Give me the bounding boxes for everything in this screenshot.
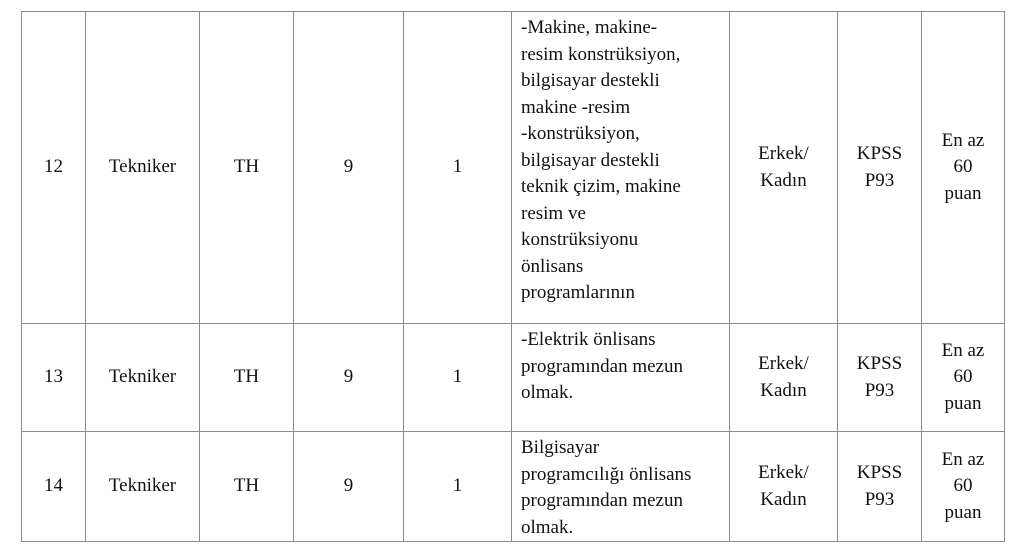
exam-line: KPSS xyxy=(856,353,903,374)
exam-type xyxy=(838,324,922,432)
requirements-line: programından mezun xyxy=(521,490,683,511)
row-number: 14 xyxy=(22,432,86,542)
requirements-line: -Makine, makine- xyxy=(521,17,658,38)
table-row xyxy=(22,432,1005,542)
requirements-line: -Elektrik önlisans xyxy=(521,329,656,350)
score-line: En az xyxy=(941,448,985,470)
exam-line: KPSS xyxy=(856,462,903,483)
table-row xyxy=(22,324,1005,432)
position-title: Tekniker xyxy=(86,432,200,542)
requirements-line: konstrüksiyonu xyxy=(521,229,639,250)
requirements-line: resim ve xyxy=(521,202,586,224)
score-line: 60 xyxy=(953,475,973,497)
requirements-line: -konstrüksiyon, xyxy=(521,123,640,144)
row-number: 12 xyxy=(22,12,86,324)
minimum-score xyxy=(922,324,1005,432)
score-line: En az xyxy=(941,129,985,151)
gender xyxy=(730,432,838,542)
position-count: 1 xyxy=(404,432,512,542)
requirements-line: olmak. xyxy=(521,382,574,403)
requirements-line: önlisans xyxy=(521,255,584,277)
exam-type xyxy=(838,12,922,324)
exam-line: KPSS xyxy=(856,143,903,164)
gender-line: Kadın xyxy=(760,169,807,191)
requirements-line: resim konstrüksiyon, xyxy=(521,43,681,65)
gender-line: Erkek/ xyxy=(758,462,809,483)
score-line: 60 xyxy=(953,156,973,178)
requirements-line: makine -resim xyxy=(521,96,631,118)
requirements-line: programından mezun xyxy=(521,355,683,377)
exam-type xyxy=(838,432,922,542)
requirements-line: programlarının xyxy=(521,282,635,303)
gender-line: Erkek/ xyxy=(758,353,809,374)
gender xyxy=(730,324,838,432)
requirements-line: bilgisayar destekli xyxy=(521,149,660,171)
requirements xyxy=(512,432,730,542)
position-code: TH xyxy=(200,324,294,432)
score-line: 60 xyxy=(953,366,973,388)
gender-line: Erkek/ xyxy=(758,143,809,164)
requirements xyxy=(512,324,730,432)
requirements-line: programcılığı önlisans xyxy=(521,463,692,485)
gender-line: Kadın xyxy=(760,379,807,401)
table-row xyxy=(22,12,1005,324)
score-line: puan xyxy=(944,501,982,523)
exam-line: P93 xyxy=(864,488,895,510)
position-count: 1 xyxy=(404,12,512,324)
position-title: Tekniker xyxy=(86,12,200,324)
position-title: Tekniker xyxy=(86,324,200,432)
grade: 9 xyxy=(294,432,404,542)
requirements xyxy=(512,12,730,324)
position-code: TH xyxy=(200,432,294,542)
minimum-score xyxy=(922,12,1005,324)
minimum-score xyxy=(922,432,1005,542)
requirements-line: bilgisayar destekli xyxy=(521,70,660,91)
score-line: En az xyxy=(941,339,985,361)
gender xyxy=(730,12,838,324)
position-table xyxy=(21,11,1005,542)
score-line: puan xyxy=(944,182,982,204)
grade: 9 xyxy=(294,324,404,432)
exam-line: P93 xyxy=(864,169,895,191)
gender-line: Kadın xyxy=(760,488,807,510)
row-number: 13 xyxy=(22,324,86,432)
grade: 9 xyxy=(294,12,404,324)
exam-line: P93 xyxy=(864,379,895,401)
requirements-line: olmak. xyxy=(521,516,574,538)
requirements-line: teknik çizim, makine xyxy=(521,176,681,197)
score-line: puan xyxy=(944,392,982,414)
requirements-line: Bilgisayar xyxy=(521,437,600,458)
position-code: TH xyxy=(200,12,294,324)
position-count: 1 xyxy=(404,324,512,432)
